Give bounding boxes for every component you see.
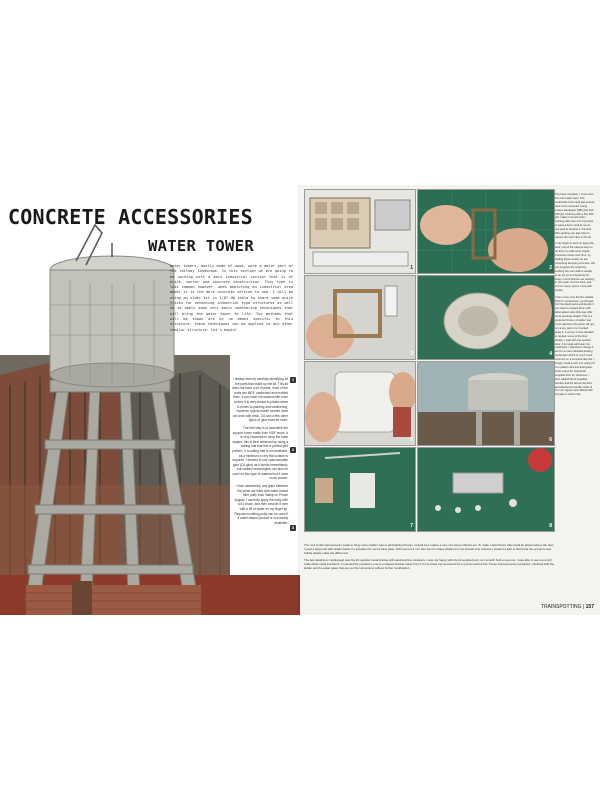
- photo-number: 7: [410, 523, 413, 529]
- photo-detail-parts: [417, 447, 555, 532]
- right-page: [300, 185, 600, 615]
- left-page: [0, 185, 300, 615]
- photo-number: 3: [410, 351, 413, 357]
- step-number: 3: [291, 525, 295, 530]
- paragraph: The last detail item I addressed was the kit supplied metal bracket with electrical line insulators. I was not happy with the kit supplied part, so I scratch built a new one. I was able to use some HO scale white metal insulators. I mounted the insulators onto a U-shaped bracket made from 0.5 mm brass rod recovered from a photo etched fret. These improvements completed, I finished with the ladder and the water gates that are per the instructions without further modification.: [304, 558, 554, 571]
- page-number: 157: [585, 604, 594, 610]
- right-text-column: [555, 193, 595, 400]
- photo-tower-progress: [417, 361, 555, 446]
- step-number: 2: [291, 447, 295, 452]
- photo-number: 2: [549, 265, 552, 271]
- photo-gluing-frame: [304, 275, 416, 360]
- paragraph: I may begin to work on aging the tank; one of the easiest ways to do this is to add some cracks. Concrete cracks over time, by adding these cracks we are mimicking decaying concrete. We can engrave the cracks by scribing the resin with a needle or an art pin or engraving bit, keep in mind that we are working in HO scale. Not too thick, and not too many; less is more with cracks.: [555, 242, 595, 293]
- article-subtitle: WATER TOWER: [148, 237, 254, 255]
- photo-number: 8: [549, 523, 552, 529]
- photo-number: 5: [410, 437, 413, 443]
- photo-assembly-hands: [417, 189, 555, 274]
- paragraph: I always start by carefully identifying all the parts that make up the kit. This kit does not have a lot of parts, most of the parts are MDF, cardboard and molded resin. If you have not worked with resin before it is very similar to plastic when it comes to painting and weathering, however, typical model cement does not work with resin, CA and a few other types of glue must be used.: [232, 377, 288, 423]
- step-number: 1: [291, 377, 295, 382]
- spacer: [417, 533, 553, 541]
- left-text-column: [232, 377, 288, 528]
- magazine-spread: [0, 185, 600, 615]
- photo-scribing-tank: [304, 361, 416, 446]
- spacer: [304, 533, 414, 541]
- article-title: CONCRETE ACCESSORIES: [8, 205, 253, 229]
- article-intro: Water towers, mostly made of wood, were a major part of the railway landscape. In this section we are going to be working with a more industrial version that is of brick, mortar and concrete construction. This type is less common however, when depicting an industrial area model it is the more concrete version to use. I will be using an older kit in 1/87 HO scale to share some quick tricks for enhancing industrial type structures as well as to apply some very basic weathering techniques that will bring the water tower to life. The methods that will be shown are by no means specific to this structure; these techniques can be applied to any other similar structure. Let's begin!: [170, 264, 293, 332]
- paragraph: The first step is to assemble the support tower made from MDF wood. It is very important to keep the base square; this is best achieved by using a cutting mat that has a printed grid pattern. If a cutting mat is not available, as a minimum a very flat surface is required. I elected to use cyanoacrylate glue (CA glue) as it bonds immediately, but contact cement/glue can also be used on this type of material but it does much slower.: [232, 425, 288, 481]
- bottom-text: [304, 543, 554, 574]
- footer-separator: |: [582, 604, 585, 610]
- page-footer: [541, 604, 594, 610]
- paragraph: I then move onto the fine details. Prior to construction, go through the fine detail parts and decide if you want to replace them with aftermarket parts that may offer more accurate details. This is a personal choice; consider how much attention this piece will get, is it a key part or is it tucked away in a corner. I have decided to replace some of the finer details. I start with the wooden door, it is made with laser cut cardboard. I elected to change it out for a more industrial looking metal door which is much more common on a structure like this. I simply made a new one using 0.5 mm plastic card and Evergreen strips using the original kit supplied door for reference. I then added the kit supplied window that fits above the door, and attached a handle made of 0.3 mm copper wire affixed with CA glue in a fine hole.: [555, 295, 595, 397]
- paragraph: Once assembled, any gaps between the joints are filled with water-based filler putty from Vallejo or Prince August. I carefully apply the putty with a #1 brush, and then smooth it over with a bit of water on my finger tip. Regular modeling putty can be used if a water-based product is not readily available.: [234, 484, 288, 525]
- paragraph: The base complete, I move onto the resin water tank. The underside of the tank has excess resin to be removed. Using coarse sandpaper (#80 grit) then 180 grit, finishing with a fine 360 grit, make it smooth when working with resin it is important to wear a dust mask as we do not want to breathe in the dust. Wet sanding can also help to reduce the resin dust in the air.: [555, 193, 595, 239]
- photo-number: 4: [549, 351, 552, 357]
- photo-number: 6: [549, 437, 552, 443]
- section-name: TRAINSPOTTING: [541, 604, 582, 610]
- photo-door-parts: [304, 447, 416, 532]
- photo-number: 1: [410, 265, 413, 271]
- photo-kit-parts: [304, 189, 416, 274]
- paragraph: The next small improvement I made to bring more realism was to add lighting fixtures. Grandt Line makes a very nice lamp reflector set. To make a light fixture that would be placed above the door I used a large bolt with heads washer to simulate the mount base plate. With some 0.4 mm wire bent to shape attached to the Grandt Line reflector I created a light to illuminate the entrance way. Subtle details make the difference!: [304, 543, 554, 556]
- photo-sanding-tank: [417, 275, 555, 360]
